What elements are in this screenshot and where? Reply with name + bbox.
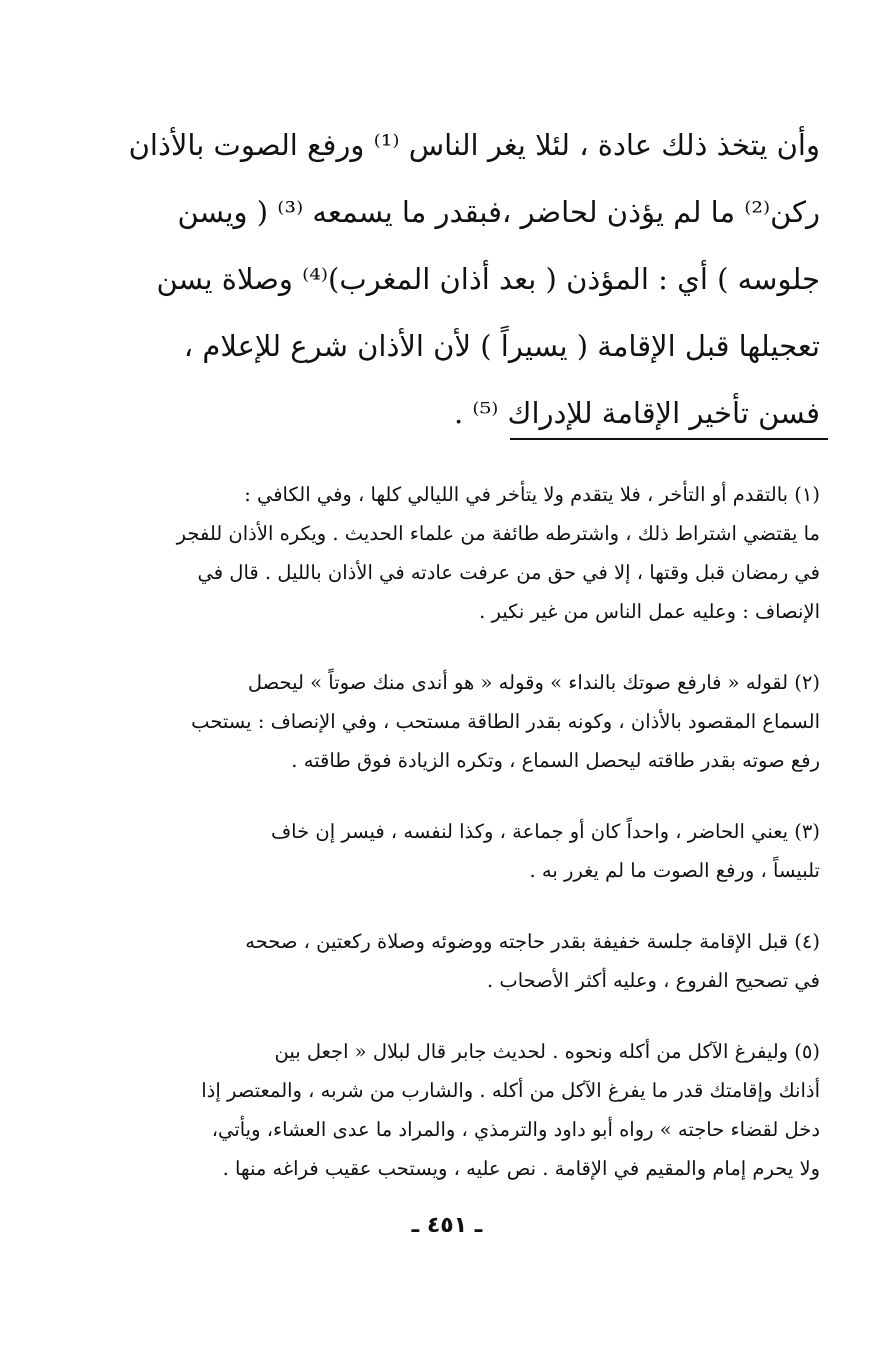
footnote-3 (96, 812, 820, 890)
footnote-line: (٢) لقوله « فارفع صوتك بالنداء » وقوله « هو أندى منك صوتاً » ليحصل (247, 671, 820, 694)
footnote-spacer (96, 780, 820, 812)
footnote-spacer (96, 890, 820, 922)
footnote-line: (٥) وليفرغ الآكل من أكله ونحوه . لحديث جابر قال لبلال « اجعل بين (274, 1040, 820, 1063)
footnote-line: (٤) قبل الإقامة جلسة خفيفة بقدر حاجته ووضوئه وصلاة ركعتين ، صححه (245, 930, 820, 953)
footnote-divider (510, 438, 828, 440)
main-text-line: تعجيلها قبل الإقامة ( يسيراً ) لأن الأذان شرع للإعلام ، (183, 329, 820, 363)
footnote-line: رفع صوته بقدر طاقته ليحصل السماع ، وتكره الزيادة فوق طاقته . (291, 749, 820, 772)
footnote-5 (96, 1032, 820, 1188)
footnote-line: (٣) يعني الحاضر ، واحداً كان أو جماعة ، وكذا لنفسه ، فيسر إن خاف (270, 820, 820, 843)
footnote-line: الإنصاف : وعليه عمل الناس من غير نكير . (479, 600, 820, 623)
footnotes-block (96, 475, 820, 1188)
footnote-line: في رمضان قبل وقتها ، إلا في حق من عرفت عادته في الأذان بالليل . قال في (197, 561, 820, 584)
main-text-block (96, 112, 820, 447)
footnote-line: ولا يحرم إمام والمقيم في الإقامة . نص عليه ، ويستحب عقيب فراغه منها . (222, 1157, 820, 1180)
footnote-line: أذانك وإقامتك قدر ما يفرغ الآكل من أكله . والشارب من شربه ، والمعتصر إذا (201, 1079, 820, 1102)
footnote-line: تلبيساً ، ورفع الصوت ما لم يغرر به . (529, 859, 820, 882)
main-text-line: جلوسه ) أي : المؤذن ( بعد أذان المغرب)⁽⁴⁾ وصلاة يسن (156, 262, 820, 296)
footnote-line: في تصحيح الفروع ، وعليه أكثر الأصحاب . (486, 969, 820, 992)
footnote-line: السماع المقصود بالأذان ، وكونه بقدر الطاقة مستحب ، وفي الإنصاف : يستحب (191, 710, 820, 733)
footnote-line: ما يقتضي اشتراط ذلك ، واشترطه طائفة من علماء الحديث . ويكره الأذان للفجر (176, 522, 820, 545)
main-text-line: فسن تأخير الإقامة للإدراك ⁽⁵⁾ . (454, 396, 820, 430)
footnote-1 (96, 475, 820, 631)
footnote-line: دخل لقضاء حاجته » رواه أبو داود والترمذي ، والمراد ما عدى العشاء، ويأتي، (211, 1118, 820, 1141)
page-number: ـ ٤٥١ ـ (411, 1213, 483, 1238)
footnote-spacer (96, 631, 820, 663)
footnote-line: (١) بالتقدم أو التأخر ، فلا يتقدم ولا يتأخر في الليالي كلها ، وفي الكافي : (244, 483, 820, 506)
footnote-4 (96, 922, 820, 1000)
footnote-2 (96, 663, 820, 780)
main-text-line: وأن يتخذ ذلك عادة ، لئلا يغر الناس ⁽¹⁾ ورفع الصوت بالأذان (128, 128, 820, 162)
footnote-spacer (96, 1000, 820, 1032)
main-text-line: ركن⁽²⁾ ما لم يؤذن لحاضر ،فبقدر ما يسمعه ⁽³⁾ ( ويسن (177, 195, 820, 229)
